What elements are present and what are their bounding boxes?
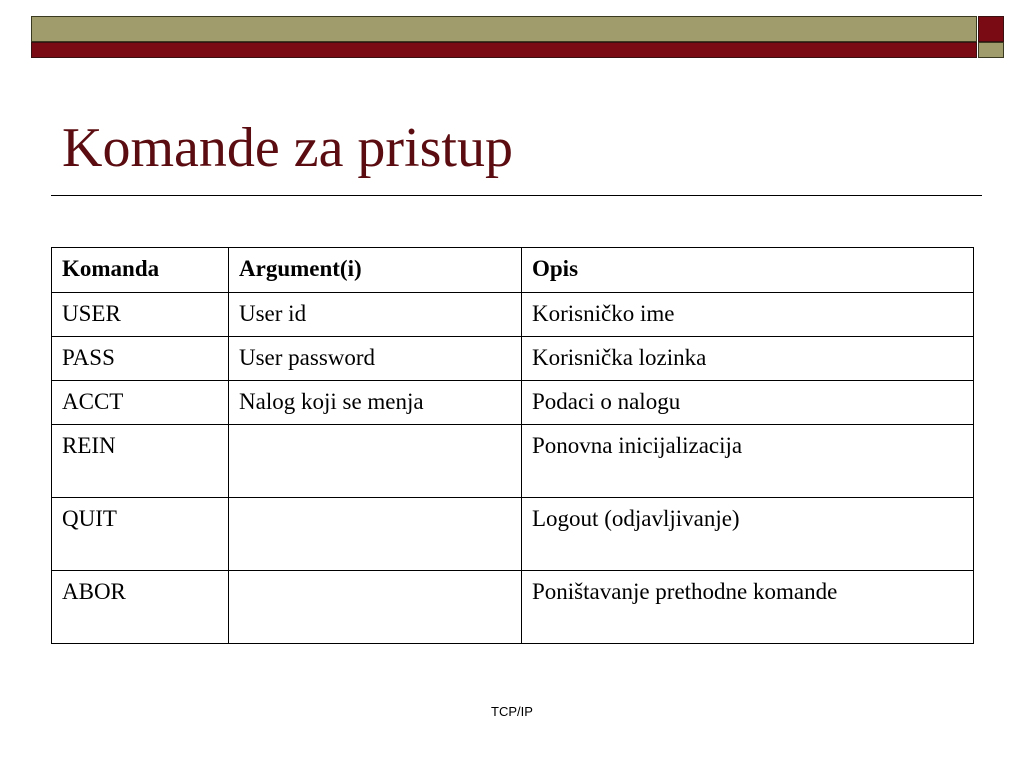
slide-footer: TCP/IP	[491, 704, 533, 719]
cell-command: USER	[52, 293, 229, 337]
cell-description: Korisničko ime	[522, 293, 974, 337]
table-row	[52, 425, 974, 498]
cell-argument: Nalog koji se menja	[229, 381, 522, 425]
cell-argument: User password	[229, 337, 522, 381]
table-header-row	[52, 248, 974, 293]
table-row	[52, 381, 974, 425]
header-komanda: Komanda	[52, 248, 229, 293]
header-bar-olive	[31, 16, 977, 42]
cell-description: Ponovna inicijalizacija	[522, 425, 974, 498]
cell-command: QUIT	[52, 498, 229, 571]
slide-title: Komande za pristup	[62, 117, 513, 179]
cell-command: ACCT	[52, 381, 229, 425]
corner-square-maroon	[978, 16, 1004, 42]
table-row	[52, 498, 974, 571]
header-bar-maroon	[31, 42, 977, 58]
cell-argument	[229, 571, 522, 644]
table-row	[52, 293, 974, 337]
cell-argument: User id	[229, 293, 522, 337]
corner-square-olive	[978, 42, 1004, 58]
header-opis: Opis	[522, 248, 974, 293]
cell-description: Podaci o nalogu	[522, 381, 974, 425]
cell-description: Logout (odjavljivanje)	[522, 498, 974, 571]
table-row	[52, 571, 974, 644]
cell-command: ABOR	[52, 571, 229, 644]
cell-argument	[229, 425, 522, 498]
cell-argument	[229, 498, 522, 571]
cell-description: Poništavanje prethodne komande	[522, 571, 974, 644]
header-argumenti: Argument(i)	[229, 248, 522, 293]
cell-command: PASS	[52, 337, 229, 381]
title-underline	[51, 195, 982, 196]
cell-command: REIN	[52, 425, 229, 498]
table-row	[52, 337, 974, 381]
commands-table	[51, 247, 974, 644]
cell-description: Korisnička lozinka	[522, 337, 974, 381]
